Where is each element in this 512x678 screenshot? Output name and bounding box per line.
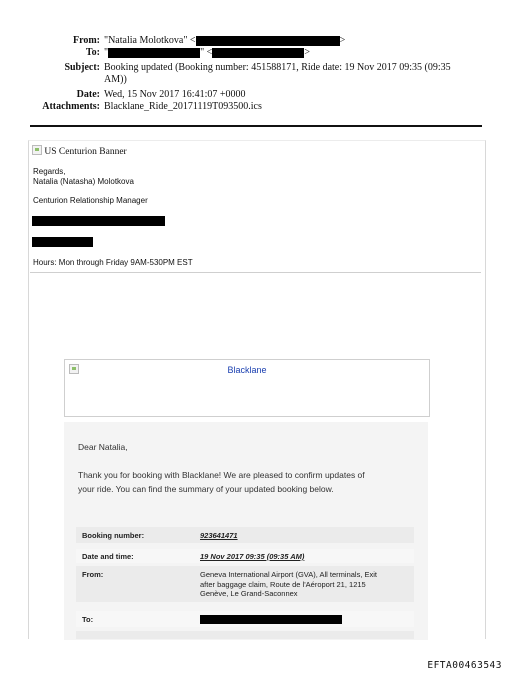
greeting: Dear Natalia, — [78, 442, 128, 452]
to-label: To: — [82, 615, 94, 624]
datetime-label: Date and time: — [82, 552, 134, 561]
to-close: > — [304, 47, 310, 58]
from-close: > — [339, 35, 346, 46]
from-address-line-3: Genève, Le Grand-Saconnex — [200, 589, 298, 598]
to-value — [104, 47, 310, 59]
from-value — [104, 35, 345, 47]
datetime-row — [76, 549, 414, 563]
signer-role: Centurion Relationship Manager — [33, 196, 148, 205]
intro-line-2: your ride. You can find the summary of your updated booking below. — [78, 484, 334, 494]
header-divider — [30, 125, 482, 127]
redaction-bar — [196, 36, 340, 46]
banner-alt-text: US Centurion Banner — [44, 147, 127, 157]
email-header — [0, 0, 512, 115]
attachment-link[interactable]: Blacklane_Ride_20171119T093500.ics — [104, 101, 262, 112]
from-name: "Natalia Molotkova" < — [104, 35, 196, 46]
intro-line-1: Thank you for booking with Blacklane! We are pleased to confirm updates of — [78, 470, 365, 480]
broken-image-icon — [32, 145, 42, 155]
attachments-label: Attachments: — [42, 101, 100, 112]
datetime-value[interactable]: 19 Nov 2017 09:35 (09:35 AM) — [200, 552, 305, 561]
from-row — [76, 566, 414, 602]
document-id: EFTA00463543 — [427, 660, 502, 671]
regards-text: Regards, — [33, 167, 66, 176]
booking-number-value[interactable]: 923641471 — [200, 531, 238, 540]
subject-line-2: AM)) — [104, 74, 127, 85]
banner-image-placeholder — [32, 144, 127, 157]
booking-number-row — [76, 527, 414, 543]
subject-label: Subject: — [64, 62, 100, 73]
to-row — [76, 611, 414, 627]
from-label: From: — [82, 570, 104, 579]
redaction-bar — [32, 237, 93, 247]
signer-name: Natalia (Natasha) Molotkova — [33, 177, 134, 186]
next-row — [76, 631, 414, 639]
to-quote-mid: " < — [200, 47, 213, 58]
blacklane-logo-link[interactable]: Blacklane — [227, 365, 267, 375]
redaction-bar — [32, 216, 165, 226]
office-hours: Hours: Mon through Friday 9AM-530PM EST — [33, 258, 193, 267]
date-label: Date: — [76, 89, 100, 100]
subject-line-1: Booking updated (Booking number: 451588171, Ride date: 19 Nov 2017 09:35 (09:35 — [104, 62, 451, 73]
to-label: To: — [85, 47, 100, 58]
blacklane-logo-placeholder[interactable] — [64, 359, 430, 417]
redaction-bar — [108, 48, 200, 58]
date-value: Wed, 15 Nov 2017 16:41:07 +0000 — [104, 89, 246, 100]
signature-divider — [30, 272, 481, 273]
from-label: From: — [72, 35, 100, 46]
redaction-bar — [212, 48, 304, 58]
from-address-line-1: Geneva International Airport (GVA), All terminals, Exit — [200, 570, 378, 579]
redaction-bar — [200, 615, 342, 624]
to-quote-open: " — [104, 47, 109, 58]
from-address-line-2: after baggage claim, Route de l'Aéroport 21, 1215 — [200, 579, 366, 589]
booking-number-label: Booking number: — [82, 531, 145, 540]
